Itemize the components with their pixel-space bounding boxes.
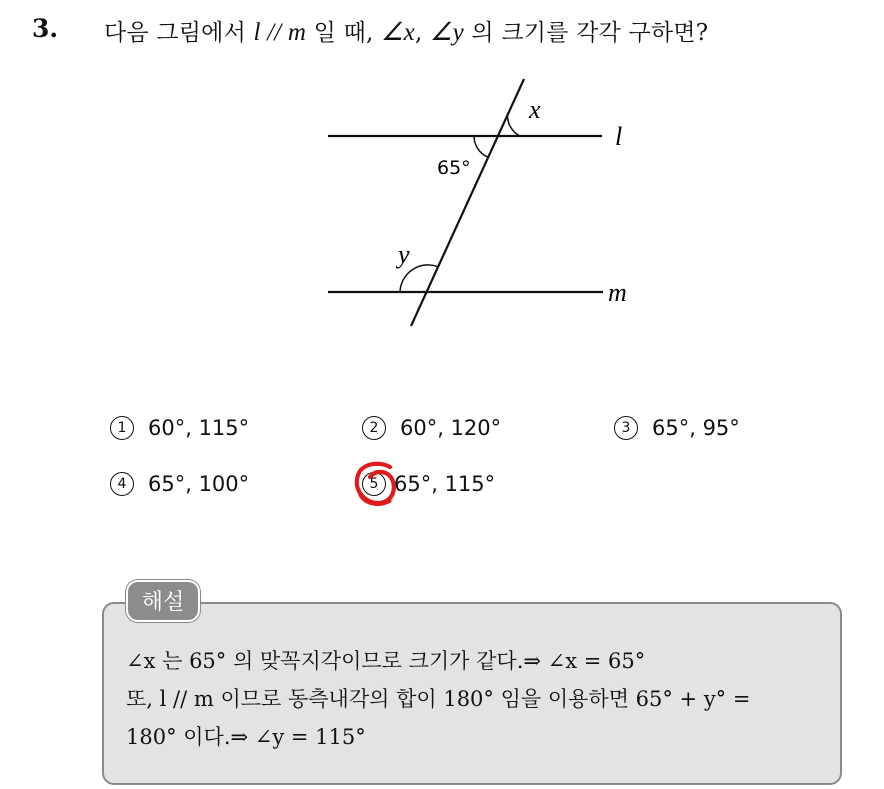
- question-number: 3.: [32, 14, 59, 43]
- choice-5-text: 65°, 115°: [394, 472, 496, 496]
- answer-circle-mark: [350, 459, 404, 511]
- explanation-tab: 해설: [126, 580, 200, 622]
- choice-2[interactable]: [362, 416, 501, 440]
- angle-x-ref: ∠x: [381, 19, 415, 46]
- given-angle-label: 65°: [437, 157, 471, 179]
- choice-3-text: 65°, 95°: [652, 416, 740, 440]
- choice-1-text: 60°, 115°: [148, 416, 250, 440]
- choice-3-marker: 3: [614, 416, 638, 440]
- explanation-line-2: 또, l // m 이므로 동측내각의 합이 180° 임을 이용하면 65° + y° =: [126, 687, 751, 711]
- choice-4-marker: 4: [110, 472, 134, 496]
- angle-y-label: y: [398, 240, 410, 269]
- line-l-label: l: [615, 122, 623, 151]
- angle-65-arc: [474, 136, 487, 157]
- choice-2-text: 60°, 120°: [400, 416, 502, 440]
- angle-x-arc: [507, 115, 520, 136]
- angle-y-ref: ∠y: [429, 19, 464, 46]
- line-m-label: m: [608, 278, 627, 307]
- question-text-suffix: 의 크기를 각각 구하면?: [463, 20, 709, 46]
- question-text-prefix: 다음 그림에서: [104, 20, 254, 46]
- choice-5-marker: 5: [362, 472, 386, 496]
- parallel-condition: l // m: [253, 19, 307, 46]
- angle-x-label: x: [529, 95, 541, 124]
- explanation-line-1: ∠x 는 65° 의 맞꼭지각이므로 크기가 같다.⇒ ∠x = 65°: [126, 649, 646, 673]
- question-text-mid: 일 때,: [306, 20, 382, 46]
- choice-4-text: 65°, 100°: [148, 472, 250, 496]
- choice-1-marker: 1: [110, 416, 134, 440]
- question-text-sep: ,: [414, 20, 430, 46]
- choice-2-marker: 2: [362, 416, 386, 440]
- choice-1[interactable]: [110, 416, 249, 440]
- choice-4[interactable]: [110, 472, 249, 496]
- choice-3[interactable]: [614, 416, 740, 440]
- explanation-line-3: 180° 이다.⇒ ∠y = 115°: [126, 725, 366, 749]
